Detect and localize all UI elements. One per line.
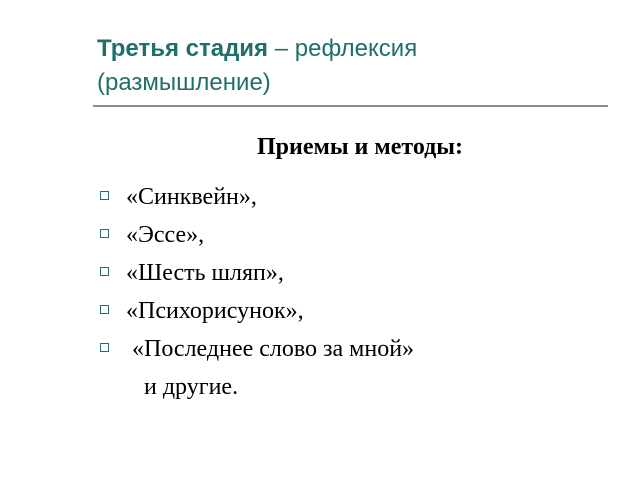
list-item-label: «Шесть шляп», (126, 260, 284, 286)
list-item-label: «Психорисунок», (126, 298, 304, 324)
title-rest: – рефлексия (268, 35, 418, 62)
slide-title (97, 32, 597, 100)
hollow-square-bullet-icon (100, 229, 109, 238)
list-item-label: «Последнее слово за мной» (126, 336, 415, 362)
list-item (100, 178, 257, 216)
title-line-2: (размышление) (97, 69, 271, 96)
title-emphasis: Третья стадия (97, 35, 269, 62)
list-item-label: «Эссе», (126, 222, 205, 248)
hollow-square-bullet-icon (100, 305, 109, 314)
list-item (100, 254, 284, 292)
title-divider (93, 105, 608, 107)
hollow-square-bullet-icon (100, 191, 109, 200)
list-continuation: и другие. (126, 374, 239, 400)
methods-list (100, 178, 415, 368)
list-item (100, 330, 415, 368)
list-item-label: «Синквейн», (126, 184, 257, 210)
hollow-square-bullet-icon (100, 343, 109, 352)
methods-heading: Приемы и методы: (256, 134, 464, 160)
list-item (100, 216, 205, 254)
list-item (100, 292, 304, 330)
hollow-square-bullet-icon (100, 267, 109, 276)
